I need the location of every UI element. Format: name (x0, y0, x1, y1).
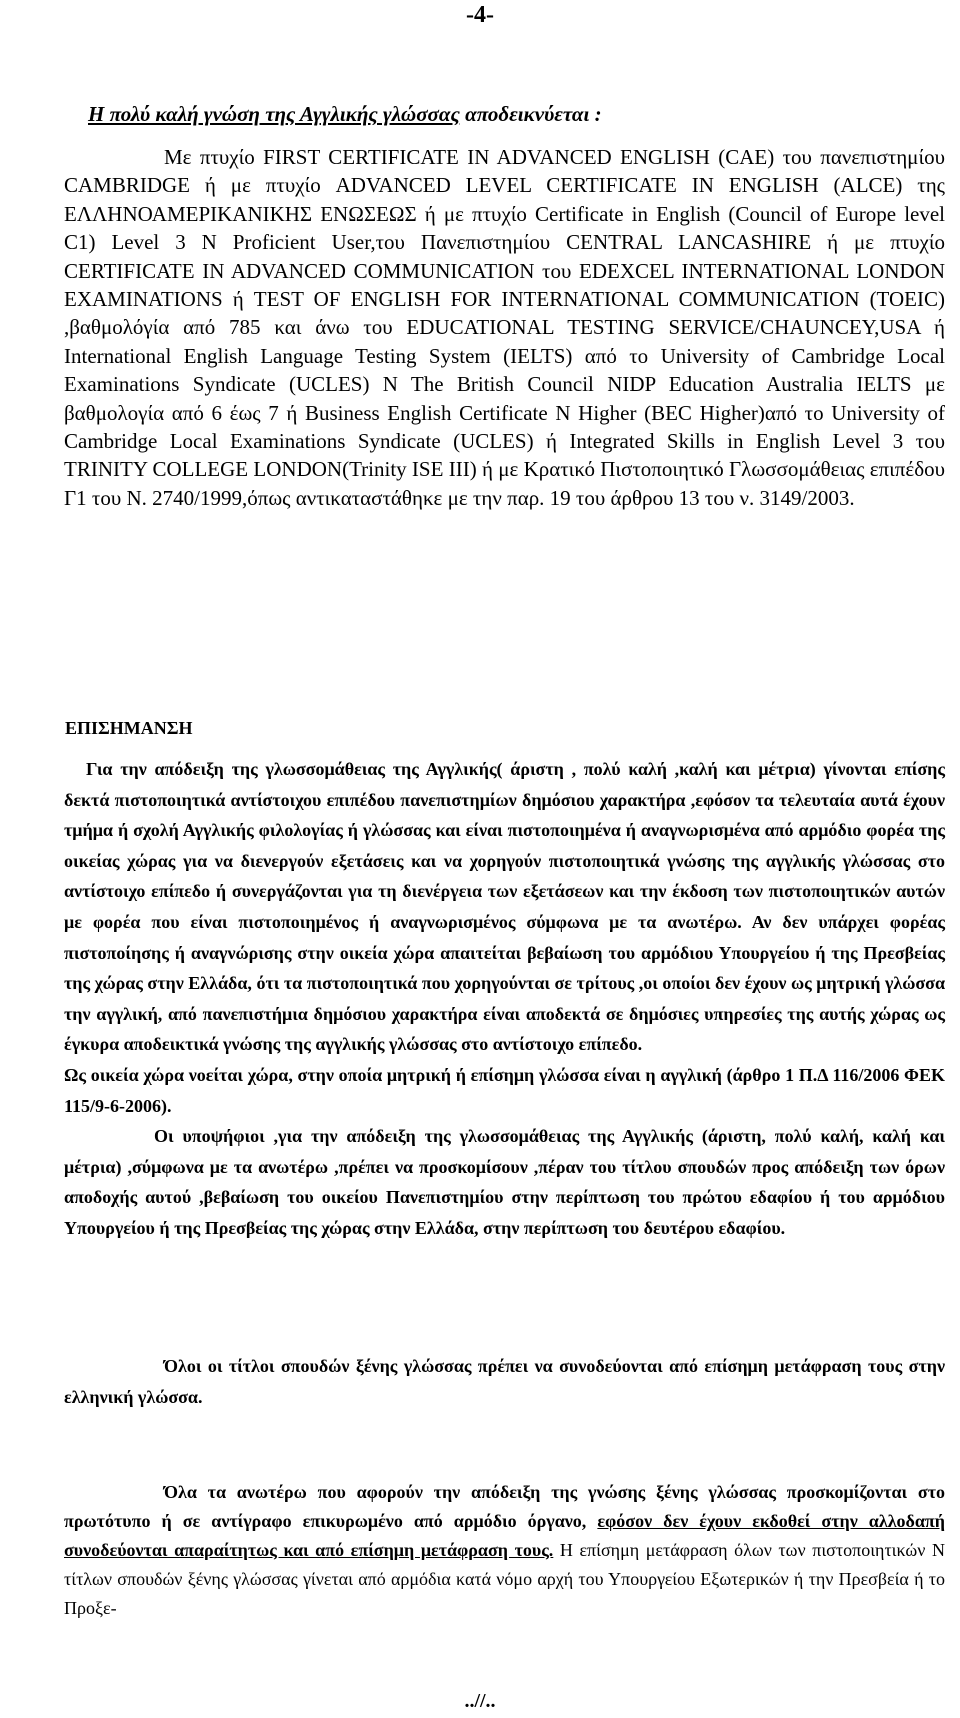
certificates-paragraph (64, 143, 945, 512)
notice-paragraph-3 (64, 1121, 945, 1243)
notice-paragraph-1 (64, 754, 945, 1060)
translation-text: Όλοι οι τίτλοι σπουδών ξένης γλώσσας πρέπει να συνοδεύονται από επίσημη μετάφραση τους στην ελληνική γλώσσα. (64, 1356, 945, 1407)
certificates-text: Με πτυχίο FIRST CERTIFICATE IN ADVANCED ENGLISH (CAE) του πανεπιστημίου CAMBRIDGE ή με πτυχίο ADVANCED LEVEL CERTIFICATE IN ENGLISH (ALCE) της ΕΛΛΗΝΟΑΜΕΡΙΚΑΝΙΚΗΣ ΕΝΩΣΕΩΣ ή με πτυχίο Certificate in English (Council of Europe level C1) Level 3 N Proficient User,του Πανεπιστημίου CENTRAL LANCASHIRE ή με πτυχίο CERTIFICATE IN ADVANCED COMMUNICATION του EDEXCEL INTERNATIONAL LONDON EXAMINATIONS ή TEST OF ENGLISH FOR INTERNATIONAL COMMUNICATION (TOEIC) ,βαθμολόγία από 785 και άνω του EDUCATIONAL TESTING SERVICE/CHAUNCEY,USA ή International English Language Testing System (IELTS) από το University of Cambridge Local Examinations Syndicate (UCLES) N The British Council NIDP Education Australia IELTS με βαθμολογία από 6 έως 7 ή Business English Certificate N Higher (BEC Higher)από το University of Cambridge Local Examinations Syndicate (UCLES) ή Integrated Skills in English Level 3 του TRINITY COLLEGE LONDON(Trinity ISE III) ή με Κρατικό Πιστοποιητικό Γλωσσομάθειας επιπέδου Γ1 του Ν. 2740/1999,όπως αντικαταστάθηκε με την παρ. 19 του άρθρου 13 του ν. 3149/2003. (64, 145, 945, 510)
notice-paragraph-3-text: Οι υποψήφιοι ,για την απόδειξη της γλωσσομάθειας της Αγγλικής (άριστη, πολύ καλή, καλή και μέτρια) ,σύμφωνα με τα ανωτέρω ,πρέπει να προσκομίσουν ,πέραν του τίτλου σπουδών προς απόδειξη των όρων αποδοχής αυτού ,βεβαίωση του οικείου Πανεπιστημίου στην περίπτωση του πρώτου εδαφίου ή του αρμόδιου Υπουργείου ή της Πρεσβείας της χώρας στην Ελλάδα, στην περίπτωση του δευτέρου εδαφίου. (64, 1126, 945, 1238)
notice-paragraph-2: Ως οικεία χώρα νοείται χώρα, στην οποία μητρική ή επίσημη γλώσσα είναι η αγγλική (άρθρο 1 Π.Δ 116/2006 ΦΕΚ 115/9-6-2006). (64, 1064, 945, 1116)
heading-rest-text: αποδεικνύεται : (459, 102, 602, 126)
page-continuation-marker: ..//.. (464, 1690, 496, 1712)
notice-title: ΕΠΙΣΗΜΑΝΣΗ (65, 718, 193, 738)
page-number: -4- (466, 2, 494, 28)
final-underlined-text: εφόσον δεν έχουν εκδοθεί στην αλλοδαπή συνοδεύονται απαραίτητως και από επίσημη μετάφραση τους. (64, 1511, 946, 1560)
notice-paragraph-1-text: Για την απόδειξη της γλωσσομάθειας της Αγγλικής( άριστη , πολύ καλή ,καλή και μέτρια) γίνονται επίσης δεκτά πιστοποιητικά αντίστοιχου επιπέδου πανεπιστημίων δημόσιου χαρακτήρα ,εφόσον τα τελευταία αυτά έχουν τμήμα ή σχολή Αγγλικής φιλολογίας ή γλώσσας και είναι πιστοποιημένα ή αναγνωρισμένα από αρμόδιο φορέα της οικείας χώρας για να διενεργούν εξετάσεις και να χορηγούν πιστοποιητικά γνώσης της αγγλικής γλώσσας στο αντίστοιχο επίπεδο ή συνεργάζονται για τη διενέργεια των εξετάσεων και την έκδοση των πιστοποιητικών αυτών με φορέα που είναι πιστοποιημένος ή αναγνωρισμένος σύμφωνα με τα ανωτέρω. Αν δεν υπάρχει φορέας πιστοποίησης ή αναγνώρισης στην οικεία χώρα απαιτείται βεβαίωση του αρμόδιου Υπουργείου ή της Πρεσβείας της χώρας στην Ελλάδα, ότι τα πιστοποιητικά που χορηγούνται σε τρίτους ,οι οποίοι δεν έχουν ως μητρική γλώσσα την αγγλική, από πανεπιστήμια δημόσιου χαρακτήρα είναι αποδεκτά σε δημόσιες υπηρεσίες της αυτής χώρας ως έγκυρα αποδεικτικά γνώσης της αγγλικής γλώσσας στο αντίστοιχο επίπεδο. (64, 759, 945, 1055)
section-heading (88, 102, 602, 127)
final-paragraph (64, 1478, 945, 1623)
translation-paragraph (64, 1351, 945, 1412)
final-bold-text: Όλα τα ανωτέρω που αφορούν την απόδειξη της γνώσης ξένης γλώσσας προσκομίζονται στο πρωτότυπο ή σε αντίγραφο επικυρωμένο από αρμόδιο όργανο, (64, 1482, 945, 1531)
heading-underlined-text: Η πολύ καλή γνώση της Αγγλικής γλώσσας (88, 102, 460, 126)
notice-block (64, 754, 945, 1244)
final-normal-text: Η επίσημη μετάφραση όλων των πιστοποιητικών N τίτλων σπουδών ξένης γλώσσας γίνεται από αρμόδια κατά νόμο αρχή του Υπουργείου Εξωτερικών ή την Πρεσβεία ή το Προξε- (64, 1540, 946, 1618)
